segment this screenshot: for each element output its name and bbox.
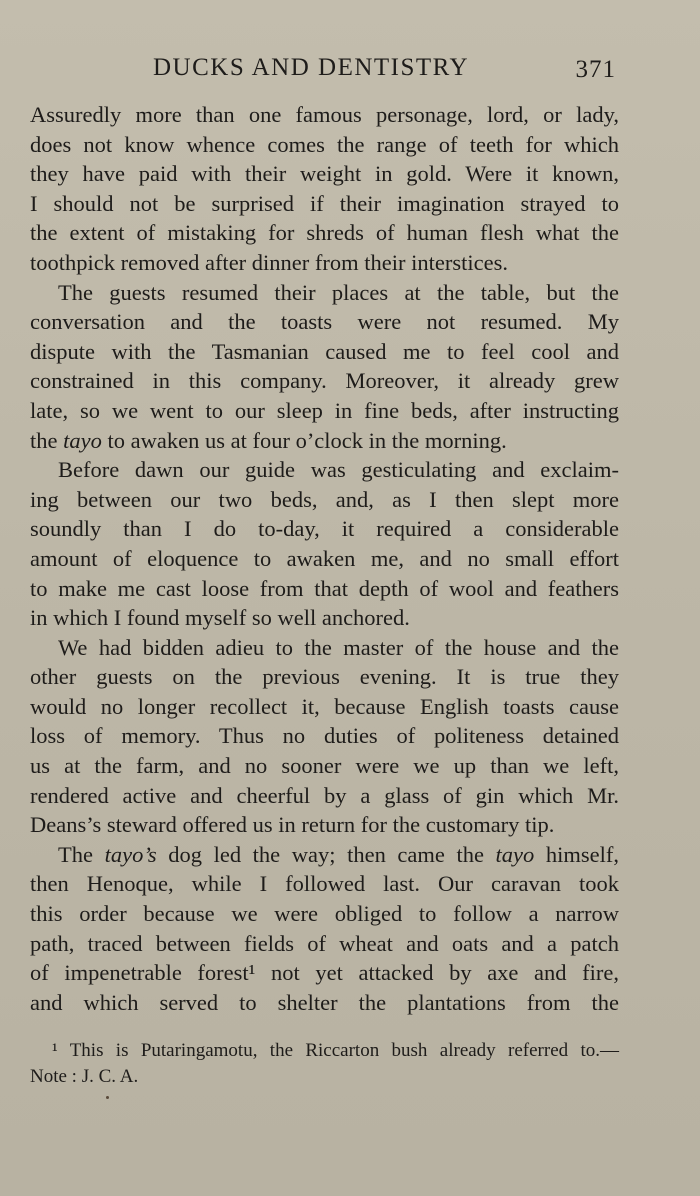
text-line: then Henoque, while I followed last. Our caravan took bbox=[30, 871, 619, 897]
text-line: toothpick removed after dinner from their interstices. bbox=[30, 249, 508, 275]
text-line: amount of eloquence to awaken me, and no small effort bbox=[30, 545, 619, 571]
text-line: Assuredly more than one famous personage, lord, or lady, bbox=[30, 102, 619, 127]
text-line: We had bidden adieu to the master of the house and the bbox=[58, 634, 619, 660]
text-line: loss of memory. Thus no duties of politeness detained bbox=[30, 723, 619, 749]
text-line: they have paid with their weight in gold. Were it known, bbox=[30, 161, 619, 187]
footnote bbox=[30, 1038, 619, 1090]
text-line: would no longer recollect it, because English toasts cause bbox=[30, 693, 619, 719]
text-line: and which served to shelter the plantations from the bbox=[30, 989, 619, 1015]
running-head: DUCKS AND DENTISTRY bbox=[153, 54, 470, 81]
footnote-line: Note : J. C. A. bbox=[30, 1066, 139, 1087]
footnote-line: ¹ This is Putaringamotu, the Riccarton bush already referred to.— bbox=[52, 1040, 619, 1061]
text-line: does not know whence comes the range of teeth for which bbox=[30, 131, 619, 157]
text-line: dispute with the Tasmanian caused me to feel cool and bbox=[30, 338, 619, 364]
text-line: I should not be surprised if their imagination strayed to bbox=[30, 190, 619, 216]
text-line: Deans’s steward offered us in return for the customary tip. bbox=[30, 812, 555, 838]
italic-term: tayo bbox=[495, 841, 535, 867]
text-line: of impenetrable forest¹ not yet attacked by axe and fire, bbox=[30, 960, 619, 986]
text-line: other guests on the previous evening. It is true they bbox=[30, 664, 619, 690]
page-number: 371 bbox=[575, 56, 616, 83]
body-text bbox=[30, 100, 619, 1017]
italic-term: tayo’s bbox=[104, 841, 157, 867]
text-line: soundly than I do to-day, it required a considerable bbox=[30, 516, 619, 542]
text-line: us at the farm, and no sooner were we up than we left, bbox=[30, 753, 619, 779]
text-line: The tayo’s dog led the way; then came the tayo himself, bbox=[58, 841, 620, 867]
text-line: conversation and the toasts were not resumed. My bbox=[30, 309, 619, 335]
text-line: the tayo to awaken us at four o’clock in the morning. bbox=[30, 427, 507, 453]
text-line: the extent of mistaking for shreds of human flesh what the bbox=[30, 220, 619, 246]
text-line: constrained in this company. Moreover, it already grew bbox=[30, 368, 619, 394]
page-header bbox=[30, 50, 620, 84]
text-line: in which I found myself so well anchored. bbox=[30, 605, 410, 631]
text-line: late, so we went to our sleep in fine beds, after instructing bbox=[30, 397, 619, 423]
text-line: The guests resumed their places at the table, but the bbox=[58, 279, 619, 305]
text-line: to make me cast loose from that depth of wool and feathers bbox=[30, 575, 619, 601]
italic-term: tayo bbox=[63, 427, 102, 453]
ink-speck bbox=[106, 1096, 109, 1099]
text-line: this order because we were obliged to follow a narrow bbox=[30, 901, 619, 927]
text-line: Before dawn our guide was gesticulating and exclaim- bbox=[58, 457, 619, 483]
text-line: path, traced between fields of wheat and oats and a patch bbox=[30, 930, 619, 956]
text-line: rendered active and cheerful by a glass of gin which Mr. bbox=[30, 782, 619, 808]
text-line: ing between our two beds, and, as I then slept more bbox=[30, 486, 619, 512]
